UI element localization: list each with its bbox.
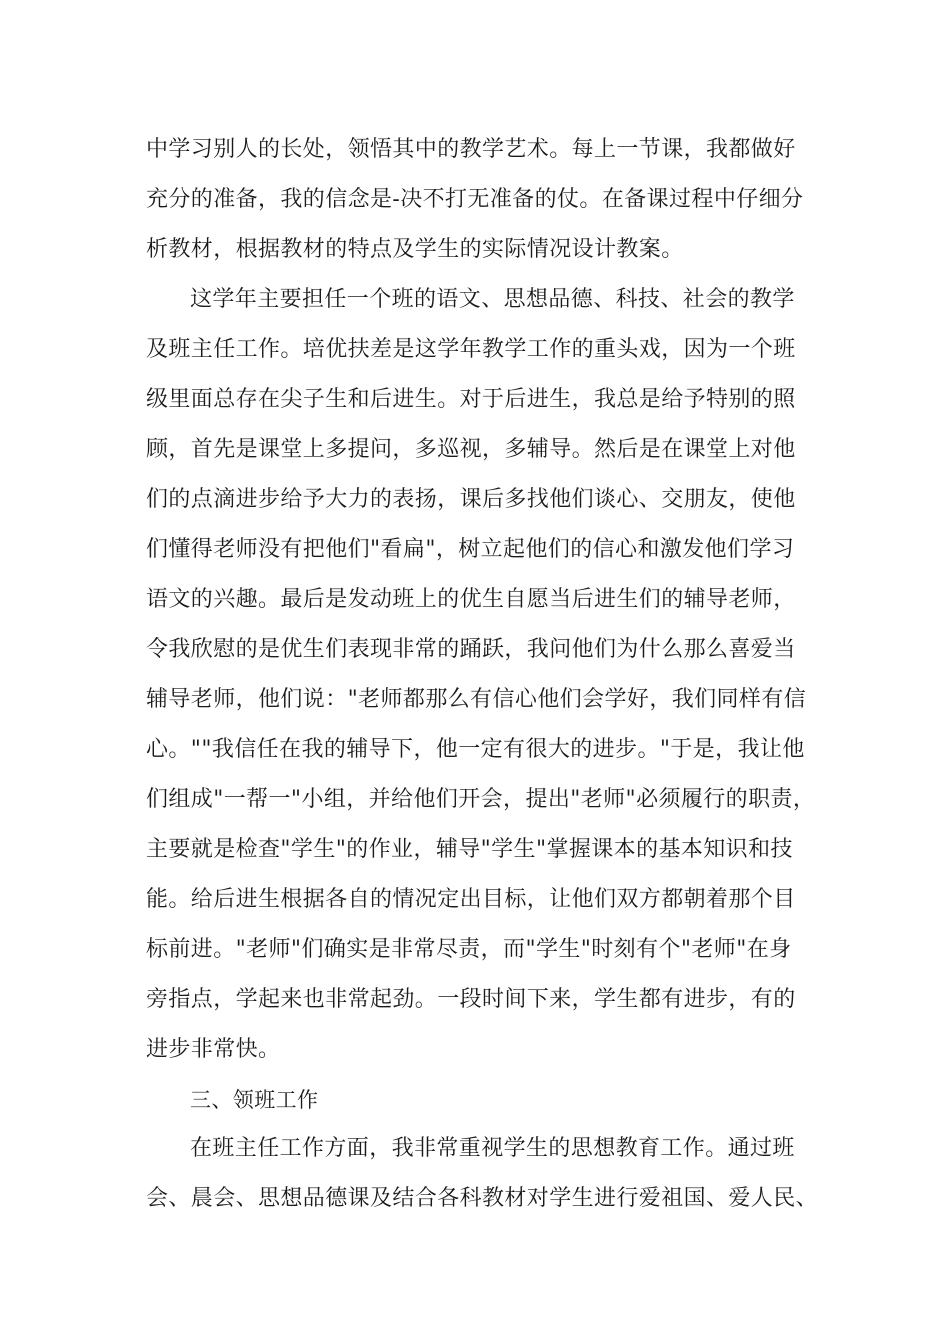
text-line: 们懂得老师没有把他们"看扁"，树立起他们的信心和激发他们学习 <box>146 537 795 562</box>
text-line: 辅导老师，他们说："老师都那么有信心他们会学好，我们同样有信 <box>146 687 807 712</box>
text-line: 进步非常快。 <box>146 1037 281 1062</box>
text-line: 语文的兴趣。最后是发动班上的优生自愿当后进生们的辅导老师， <box>146 587 796 612</box>
text-line: 们的点滴进步给予大力的表扬，课后多找他们谈心、交朋友，使他 <box>146 487 796 512</box>
text-line: 令我欣慰的是优生们表现非常的踊跃，我问他们为什么那么喜爱当 <box>146 637 796 662</box>
text-line: 充分的准备，我的信念是-决不打无准备的仗。在备课过程中仔细分 <box>146 187 804 212</box>
text-line: 们组成"一帮一"小组，并给他们开会，提出"老师"必须履行的职责， <box>146 787 816 812</box>
text-line: 及班主任工作。培优扶差是这学年教学工作的重头戏，因为一个班 <box>146 337 796 362</box>
text-line: 级里面总存在尖子生和后进生。对于后进生，我总是给予特别的照 <box>146 387 796 412</box>
paragraph-start-line: 在班主任工作方面，我非常重视学生的思想教育工作。通过班 <box>190 1136 795 1161</box>
section-heading: 三、领班工作 <box>190 1088 319 1112</box>
paragraph-start-line: 这学年主要担任一个班的语文、思想品德、科技、社会的教学 <box>190 287 795 312</box>
text-line: 标前进。"老师"们确实是非常尽责，而"学生"时刻有个"老师"在身 <box>146 937 792 962</box>
text-line: 析教材，根据教材的特点及学生的实际情况设计教案。 <box>146 237 684 262</box>
text-line: 会、晨会、思想品德课及结合各科教材对学生进行爱祖国、爱人民、 <box>146 1186 819 1211</box>
text-line: 旁指点，学起来也非常起劲。一段时间下来，学生都有进步，有的 <box>146 987 796 1012</box>
text-line: 中学习别人的长处，领悟其中的教学艺术。每上一节课，我都做好 <box>146 137 796 162</box>
text-line: 顾，首先是课堂上多提问，多巡视，多辅导。然后是在课堂上对他 <box>146 437 796 462</box>
text-line: 心。""我信任在我的辅导下，他一定有很大的进步。"于是，我让他 <box>146 737 805 762</box>
text-line: 主要就是检查"学生"的作业，辅导"学生"掌握课本的基本知识和技 <box>146 837 793 862</box>
text-line: 能。给后进生根据各自的情况定出目标，让他们双方都朝着那个目 <box>146 887 796 912</box>
